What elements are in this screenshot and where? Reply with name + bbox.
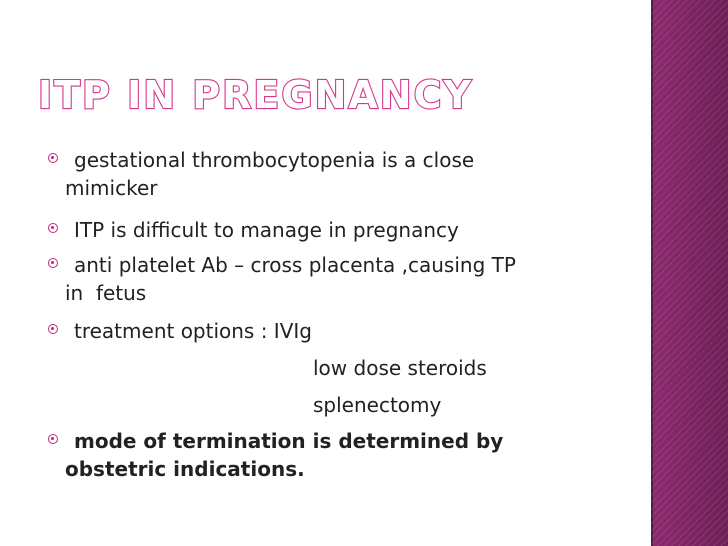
bullet-1-line-2: mimicker	[65, 176, 158, 200]
bullet-1-icon	[48, 153, 58, 163]
bullet-4-icon	[48, 324, 58, 334]
bullet-3-line-2: in fetus	[65, 281, 147, 305]
bullet-5-line-1: mode of termination is determined by	[74, 429, 504, 453]
bullet-5-icon	[48, 434, 58, 444]
bullet-4-sub-line-1: low dose steroids	[313, 356, 487, 380]
bullet-3-icon	[48, 258, 58, 268]
side-panel-pattern	[651, 0, 728, 546]
decorative-side-panel	[651, 0, 728, 546]
bullet-2-icon	[48, 223, 58, 233]
bullet-1-line-1: gestational thrombocytopenia is a close	[74, 148, 475, 172]
slide-title-container	[38, 70, 638, 120]
bullet-5-line-2: obstetric indications.	[65, 457, 305, 481]
bullet-4-line-1: treatment options : IVIg	[74, 319, 312, 343]
bullet-4-sub-line-2: splenectomy	[313, 393, 442, 417]
slide-title-svg	[38, 70, 638, 120]
bullet-2-line-1: ITP is difficult to manage in pregnancy	[74, 218, 459, 242]
slide-title: ITP IN PREGNANCY	[38, 73, 473, 117]
bullet-3-line-1: anti platelet Ab – cross placenta ,causing TP	[74, 253, 516, 277]
